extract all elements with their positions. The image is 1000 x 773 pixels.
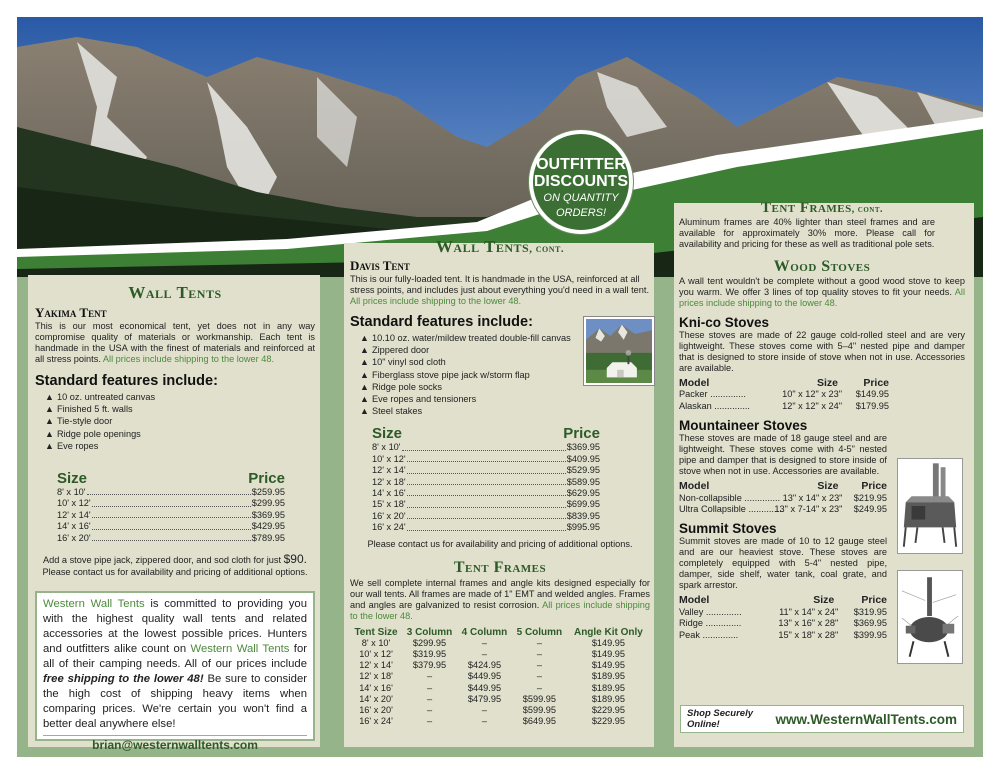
size-header: Size	[816, 377, 838, 389]
summit-title: Summit Stoves	[679, 521, 777, 537]
dot-leader	[92, 510, 251, 518]
price-header: Price	[863, 377, 889, 389]
addon-text: Add a stove pipe jack, zippered door, and sod cloth for just	[43, 555, 282, 566]
table-row	[679, 493, 887, 504]
table-cell: –	[426, 705, 433, 716]
badge-line-1: OUTFITTER	[536, 156, 626, 173]
table-row	[350, 660, 650, 671]
table-cell: $599.95	[522, 705, 556, 716]
wall-tents-title: Wall Tents	[128, 283, 222, 302]
model-cell: Non-collapsible ..............	[679, 492, 781, 503]
size-value: 8' x 10'	[57, 487, 86, 498]
table-row	[350, 649, 650, 660]
price-row	[57, 533, 285, 544]
table-cell: $649.95	[522, 716, 556, 727]
mountaineer-section	[679, 418, 887, 515]
size-value: 14' x 16'	[57, 521, 91, 532]
price-value: $409.95	[566, 453, 600, 464]
aluminum-frames-text: Aluminum frames are 40% lighter than steel frames and are available for approximately 30% more. Please call for availability and pricing for these as well as traditional pole sets.	[679, 217, 935, 249]
price-header: Price	[861, 480, 887, 493]
tent-frames-cont-title	[679, 200, 965, 217]
list-item: ▲ Eve ropes	[35, 440, 315, 452]
table-cell: $189.95	[591, 682, 626, 693]
dot-leader	[407, 522, 566, 530]
list-item: ▲ 10" vinyl sod cloth	[350, 356, 580, 368]
table-cell: $229.95	[591, 716, 626, 727]
table-cell: –	[481, 705, 488, 716]
table-cell: $449.95	[467, 682, 502, 693]
wood-stoves-intro	[679, 276, 965, 309]
frames-column-header: Tent Size	[354, 626, 398, 638]
table-cell: 12' x 14'	[359, 660, 393, 671]
table-row	[679, 630, 887, 641]
website-link[interactable]: www.WesternWallTents.com	[775, 711, 957, 727]
list-item: ▲ Fiberglass stove pipe jack w/storm flap	[350, 369, 580, 381]
list-item: ▲ Steel stakes	[350, 405, 580, 417]
wall-tents-cont-suffix: , cont.	[529, 243, 565, 255]
size-cell: 15" x 18" x 28"	[778, 629, 839, 640]
price-row	[372, 477, 600, 488]
table-cell: –	[536, 649, 542, 660]
wall-tents-cont-title	[350, 237, 650, 257]
table-cell: 14' x 16'	[359, 682, 393, 693]
summit-table	[679, 595, 887, 641]
size-value: 10' x 12'	[57, 498, 91, 509]
shop-securely-label: Shop Securely Online!	[687, 708, 753, 730]
table-header	[679, 378, 889, 389]
price-row	[57, 521, 285, 532]
size-cell: 13" x 14" x 23"	[782, 492, 843, 503]
table-cell: 8' x 10'	[361, 637, 391, 648]
price-row	[372, 522, 600, 533]
size-value: 15' x 18'	[372, 499, 406, 510]
price-value: $429.95	[251, 521, 285, 532]
dot-leader	[407, 511, 566, 519]
davis-intro	[350, 274, 650, 307]
table-row	[350, 638, 650, 649]
tent-frames-title: Tent Frames	[453, 558, 547, 576]
list-item: ▲ 10 oz. untreated canvas	[35, 391, 315, 403]
table-cell: $149.95	[591, 660, 626, 671]
size-value: 12' x 14'	[372, 465, 406, 476]
brochure-page	[17, 17, 983, 757]
davis-shipping-note: All prices include shipping to the lower 48.	[350, 296, 522, 306]
table-row	[679, 618, 887, 629]
free-shipping-highlight: free shipping to the lower 48!	[43, 673, 204, 685]
table-cell: $189.95	[591, 693, 626, 704]
size-header: Size	[813, 594, 835, 607]
table-cell: $449.95	[467, 671, 502, 682]
table-header	[679, 595, 887, 606]
price-row	[372, 488, 600, 499]
price-value: $299.95	[251, 498, 285, 509]
list-item: ▲ Ridge pole socks	[350, 381, 580, 393]
table-cell: $599.95	[522, 693, 556, 704]
frames-table	[350, 627, 650, 728]
frames-intro	[350, 578, 650, 622]
left-column	[35, 283, 315, 578]
wood-stoves-shipping-note: All prices include shipping to the lower 48.	[679, 287, 966, 308]
table-cell: –	[536, 671, 542, 682]
model-cell: Ultra Collapsible ..............	[679, 504, 785, 515]
size-cell: 10" x 12" x 23"	[782, 389, 842, 400]
table-row	[679, 504, 887, 515]
list-item: ▲ Zippered door	[350, 344, 580, 356]
wood-stoves-intro-text: A wall tent wouldn't be complete without a good wood stove to keep you warm. We offer 3 lines of top quality stoves to fit your needs.	[679, 276, 965, 297]
addon-price: $90.	[283, 552, 307, 567]
model-cell: Alaskan ..............	[679, 400, 750, 411]
table-cell: $229.95	[591, 705, 626, 716]
size-value: 16' x 20'	[57, 532, 91, 543]
table-cell: $379.95	[412, 660, 447, 671]
price-row	[57, 487, 285, 498]
frames-intro-text: We sell complete internal frames and angle kits designed especially for our wall tents. All frames are made of 1" EMT and welded angles. Frames and angles are galvanized to resist corrosion.	[350, 577, 650, 610]
yakima-addon	[35, 554, 315, 566]
price-value: $529.95	[566, 465, 600, 476]
yakima-shipping-note: All prices include shipping to the lower 48.	[102, 354, 275, 364]
table-cell: –	[536, 637, 542, 648]
frames-column-header: 5 Column	[516, 626, 563, 638]
price-cell: $179.95	[855, 400, 889, 411]
price-row	[372, 454, 600, 465]
frames-column-header: 4 Column	[461, 626, 508, 638]
table-cell: 12' x 18'	[359, 671, 393, 682]
price-cell: $219.95	[853, 492, 887, 503]
size-value: 10' x 12'	[372, 453, 406, 464]
size-header: Size	[817, 480, 839, 493]
table-cell: –	[426, 671, 433, 682]
price-value: $789.95	[251, 532, 285, 543]
mountaineer-text: These stoves are made of 18 gauge steel and are lightweight. These stoves come with 4-5" nested pipe and damper that is designed to store inside of stove when not in use. Accessories are available.	[679, 433, 887, 477]
price-row	[57, 510, 285, 521]
model-cell: Peak ..............	[679, 629, 739, 640]
price-row	[57, 498, 285, 509]
tent-photo	[584, 317, 654, 385]
davis-features-list	[350, 332, 580, 417]
model-cell: Packer ..............	[679, 389, 746, 400]
commitment-text	[43, 597, 307, 732]
dot-leader	[407, 477, 566, 485]
left-contact-note: Please contact us for availability and pricing of additional options.	[42, 567, 308, 578]
middle-column	[350, 237, 650, 728]
list-item: ▲ Ridge pole openings	[35, 428, 315, 440]
knico-title: Kni-co Stoves	[679, 315, 770, 330]
price-row	[372, 442, 600, 453]
table-cell: $424.95	[467, 660, 502, 671]
table-cell: –	[536, 660, 542, 671]
davis-tent-subtitle: Davis Tent	[350, 258, 410, 273]
size-value: 16' x 24'	[372, 522, 406, 533]
yakima-intro	[35, 321, 315, 365]
size-value: 12' x 14'	[57, 509, 91, 520]
list-item: ▲ Eve ropes and tensioners	[350, 393, 580, 405]
yakima-intro-text: This is our most economical tent, yet does not in any way compromise quality of materials or workmanship. Each tent is handmade in the USA with the finest of materials and reinforced at all stress points.	[35, 321, 315, 364]
dot-leader	[407, 499, 566, 507]
email-link[interactable]: brian@westernwalltents.com	[43, 735, 307, 753]
badge-line-3: ON QUANTITY	[543, 192, 619, 204]
size-cell: 12" x 12" x 24"	[782, 400, 842, 411]
table-row	[679, 389, 889, 400]
table-row	[350, 671, 650, 682]
size-header: Size	[57, 470, 88, 488]
price-cell: $399.95	[853, 629, 887, 640]
size-cell: 13" x 7-14" x 23"	[774, 504, 843, 515]
price-header: Price	[248, 470, 285, 488]
table-row	[350, 705, 650, 716]
size-value: 12' x 18'	[372, 476, 406, 487]
table-cell: –	[426, 693, 433, 704]
outfitter-discount-badge	[529, 130, 633, 234]
table-row	[350, 683, 650, 694]
davis-intro-text: This is our fully-loaded tent. It is handmade in the USA, reinforced at all stress points, and includes just about everything you'd need in a wall tent.	[350, 274, 649, 295]
brand-name-2: Western Wall Tents	[190, 643, 290, 655]
table-cell: –	[426, 682, 433, 693]
summit-text: Summit stoves are made of 10 to 12 gauge steel and are our heaviest stove. These stoves are completely equipped with 5-4" nested pipe, damper, side shelf, water tank, coal grate, and spark arrestor.	[679, 536, 887, 591]
knico-table	[679, 378, 889, 412]
dot-leader	[407, 454, 566, 462]
badge-line-4: ORDERS!	[555, 207, 607, 219]
price-value: $839.95	[566, 510, 600, 521]
table-cell: 16' x 24'	[359, 716, 393, 727]
wall-tents-cont-main: Wall Tents	[435, 237, 530, 256]
frames-column-header: Angle Kit Only	[573, 626, 643, 638]
model-cell: Ridge ..............	[679, 618, 742, 629]
price-value: $589.95	[566, 476, 600, 487]
table-cell: –	[481, 649, 488, 660]
yakima-tent-subtitle: Yakima Tent	[35, 305, 107, 320]
dot-leader	[92, 533, 251, 541]
price-value: $369.95	[566, 442, 600, 453]
dot-leader	[87, 487, 251, 495]
list-item: ▲ 10.10 oz. water/mildew treated double-fill canvas	[350, 332, 580, 344]
table-header	[679, 481, 887, 492]
commitment-part-2: for all of their camping needs. All of our prices include	[43, 643, 307, 670]
tent-frames-cont-suffix: , cont.	[851, 204, 883, 215]
yakima-price-rows	[57, 487, 285, 544]
frames-table-body	[350, 638, 650, 728]
size-value: 16' x 20'	[372, 510, 406, 521]
price-cell: $249.95	[853, 504, 887, 515]
davis-price-list	[372, 425, 600, 533]
dot-leader	[407, 465, 566, 473]
summit-stove-diagram	[897, 570, 963, 664]
table-cell: –	[426, 716, 433, 727]
yakima-price-list	[57, 470, 285, 544]
table-cell: $299.95	[412, 637, 447, 648]
yakima-features-title: Standard features include:	[35, 373, 218, 389]
commitment-part-1: is committed to providing you with the highest quality wall tents and related accessories at the lowest possible prices. Hunters and outfitters alike count on	[43, 598, 307, 655]
table-cell: –	[481, 716, 488, 727]
price-value: $699.95	[566, 499, 600, 510]
summit-rows	[679, 607, 887, 641]
frames-table-header	[350, 627, 650, 638]
size-cell: 13" x 16" x 28"	[778, 618, 839, 629]
table-cell: –	[536, 682, 542, 693]
yakima-features-list	[35, 391, 315, 452]
table-row	[350, 716, 650, 727]
davis-price-rows	[372, 442, 600, 533]
size-cell: 11" x 14" x 24"	[779, 606, 839, 617]
mountaineer-table	[679, 481, 887, 515]
price-row	[372, 499, 600, 510]
middle-contact-note: Please contact us for availability and pricing of additional options.	[367, 538, 633, 549]
davis-features-title: Standard features include:	[350, 314, 533, 330]
mountaineer-rows	[679, 493, 887, 516]
frames-shipping-note: All prices include shipping to the lower 48.	[350, 599, 650, 621]
size-value: 14' x 16'	[372, 488, 406, 499]
table-cell: $149.95	[591, 637, 626, 648]
price-cell: $319.95	[853, 606, 887, 617]
size-header: Size	[372, 425, 403, 443]
table-cell: 14' x 20'	[359, 693, 393, 704]
table-cell: 16' x 20'	[359, 705, 393, 716]
table-cell: $479.95	[467, 693, 502, 704]
price-cell: $369.95	[853, 618, 887, 629]
shop-online-banner	[680, 705, 964, 733]
wood-stoves-title: Wood Stoves	[773, 258, 871, 275]
price-value: $259.95	[251, 487, 285, 498]
price-header: Price	[861, 594, 887, 607]
list-item: ▲ Finished 5 ft. walls	[35, 403, 315, 415]
dot-leader	[407, 488, 566, 496]
table-cell: $149.95	[591, 649, 626, 660]
list-item: ▲ Tie-style door	[35, 415, 315, 427]
price-value: $995.95	[566, 522, 600, 533]
table-cell: 10' x 12'	[359, 649, 393, 660]
dot-leader	[402, 442, 566, 450]
brand-name-1: Western Wall Tents	[43, 598, 145, 610]
mountaineer-title: Mountaineer Stoves	[679, 418, 808, 434]
commitment-box	[35, 591, 315, 752]
model-cell: Valley ..............	[679, 606, 742, 617]
model-header: Model	[679, 594, 710, 607]
table-row	[679, 401, 889, 412]
price-value: $629.95	[566, 488, 600, 499]
price-list-header	[372, 425, 600, 442]
badge-line-2: DISCOUNTS	[533, 173, 629, 190]
frames-column-header: 3 Column	[406, 626, 453, 638]
price-list-header	[57, 470, 285, 487]
table-row	[679, 607, 887, 618]
knico-text: These stoves are made of 22 gauge cold-rolled steel and are very lightweight. These stoves come with 5–4" nested pipe and damper that is designed to store inside of stove when not in use. Accessories are available.	[679, 330, 965, 373]
table-cell: $319.95	[412, 649, 447, 660]
dot-leader	[92, 498, 251, 506]
price-value: $369.95	[251, 509, 285, 520]
table-cell: –	[481, 637, 488, 648]
mountaineer-stove-photo	[897, 458, 963, 554]
price-cell: $149.95	[855, 389, 889, 400]
price-row	[372, 511, 600, 522]
summit-section	[679, 521, 887, 641]
knico-rows	[679, 389, 889, 412]
price-row	[372, 465, 600, 476]
table-cell: $189.95	[591, 671, 626, 682]
model-header: Model	[679, 377, 710, 389]
tent-frames-cont-main: Tent Frames	[761, 200, 852, 216]
size-value: 8' x 10'	[372, 442, 401, 453]
table-row	[350, 694, 650, 705]
commitment-part-3: Be sure to consider the high cost of shipping heavy items when comparing prices. We're certain you won't find a better deal anywhere else!	[43, 673, 307, 730]
price-header: Price	[563, 425, 600, 443]
dot-leader	[92, 521, 251, 529]
model-header: Model	[679, 480, 710, 493]
